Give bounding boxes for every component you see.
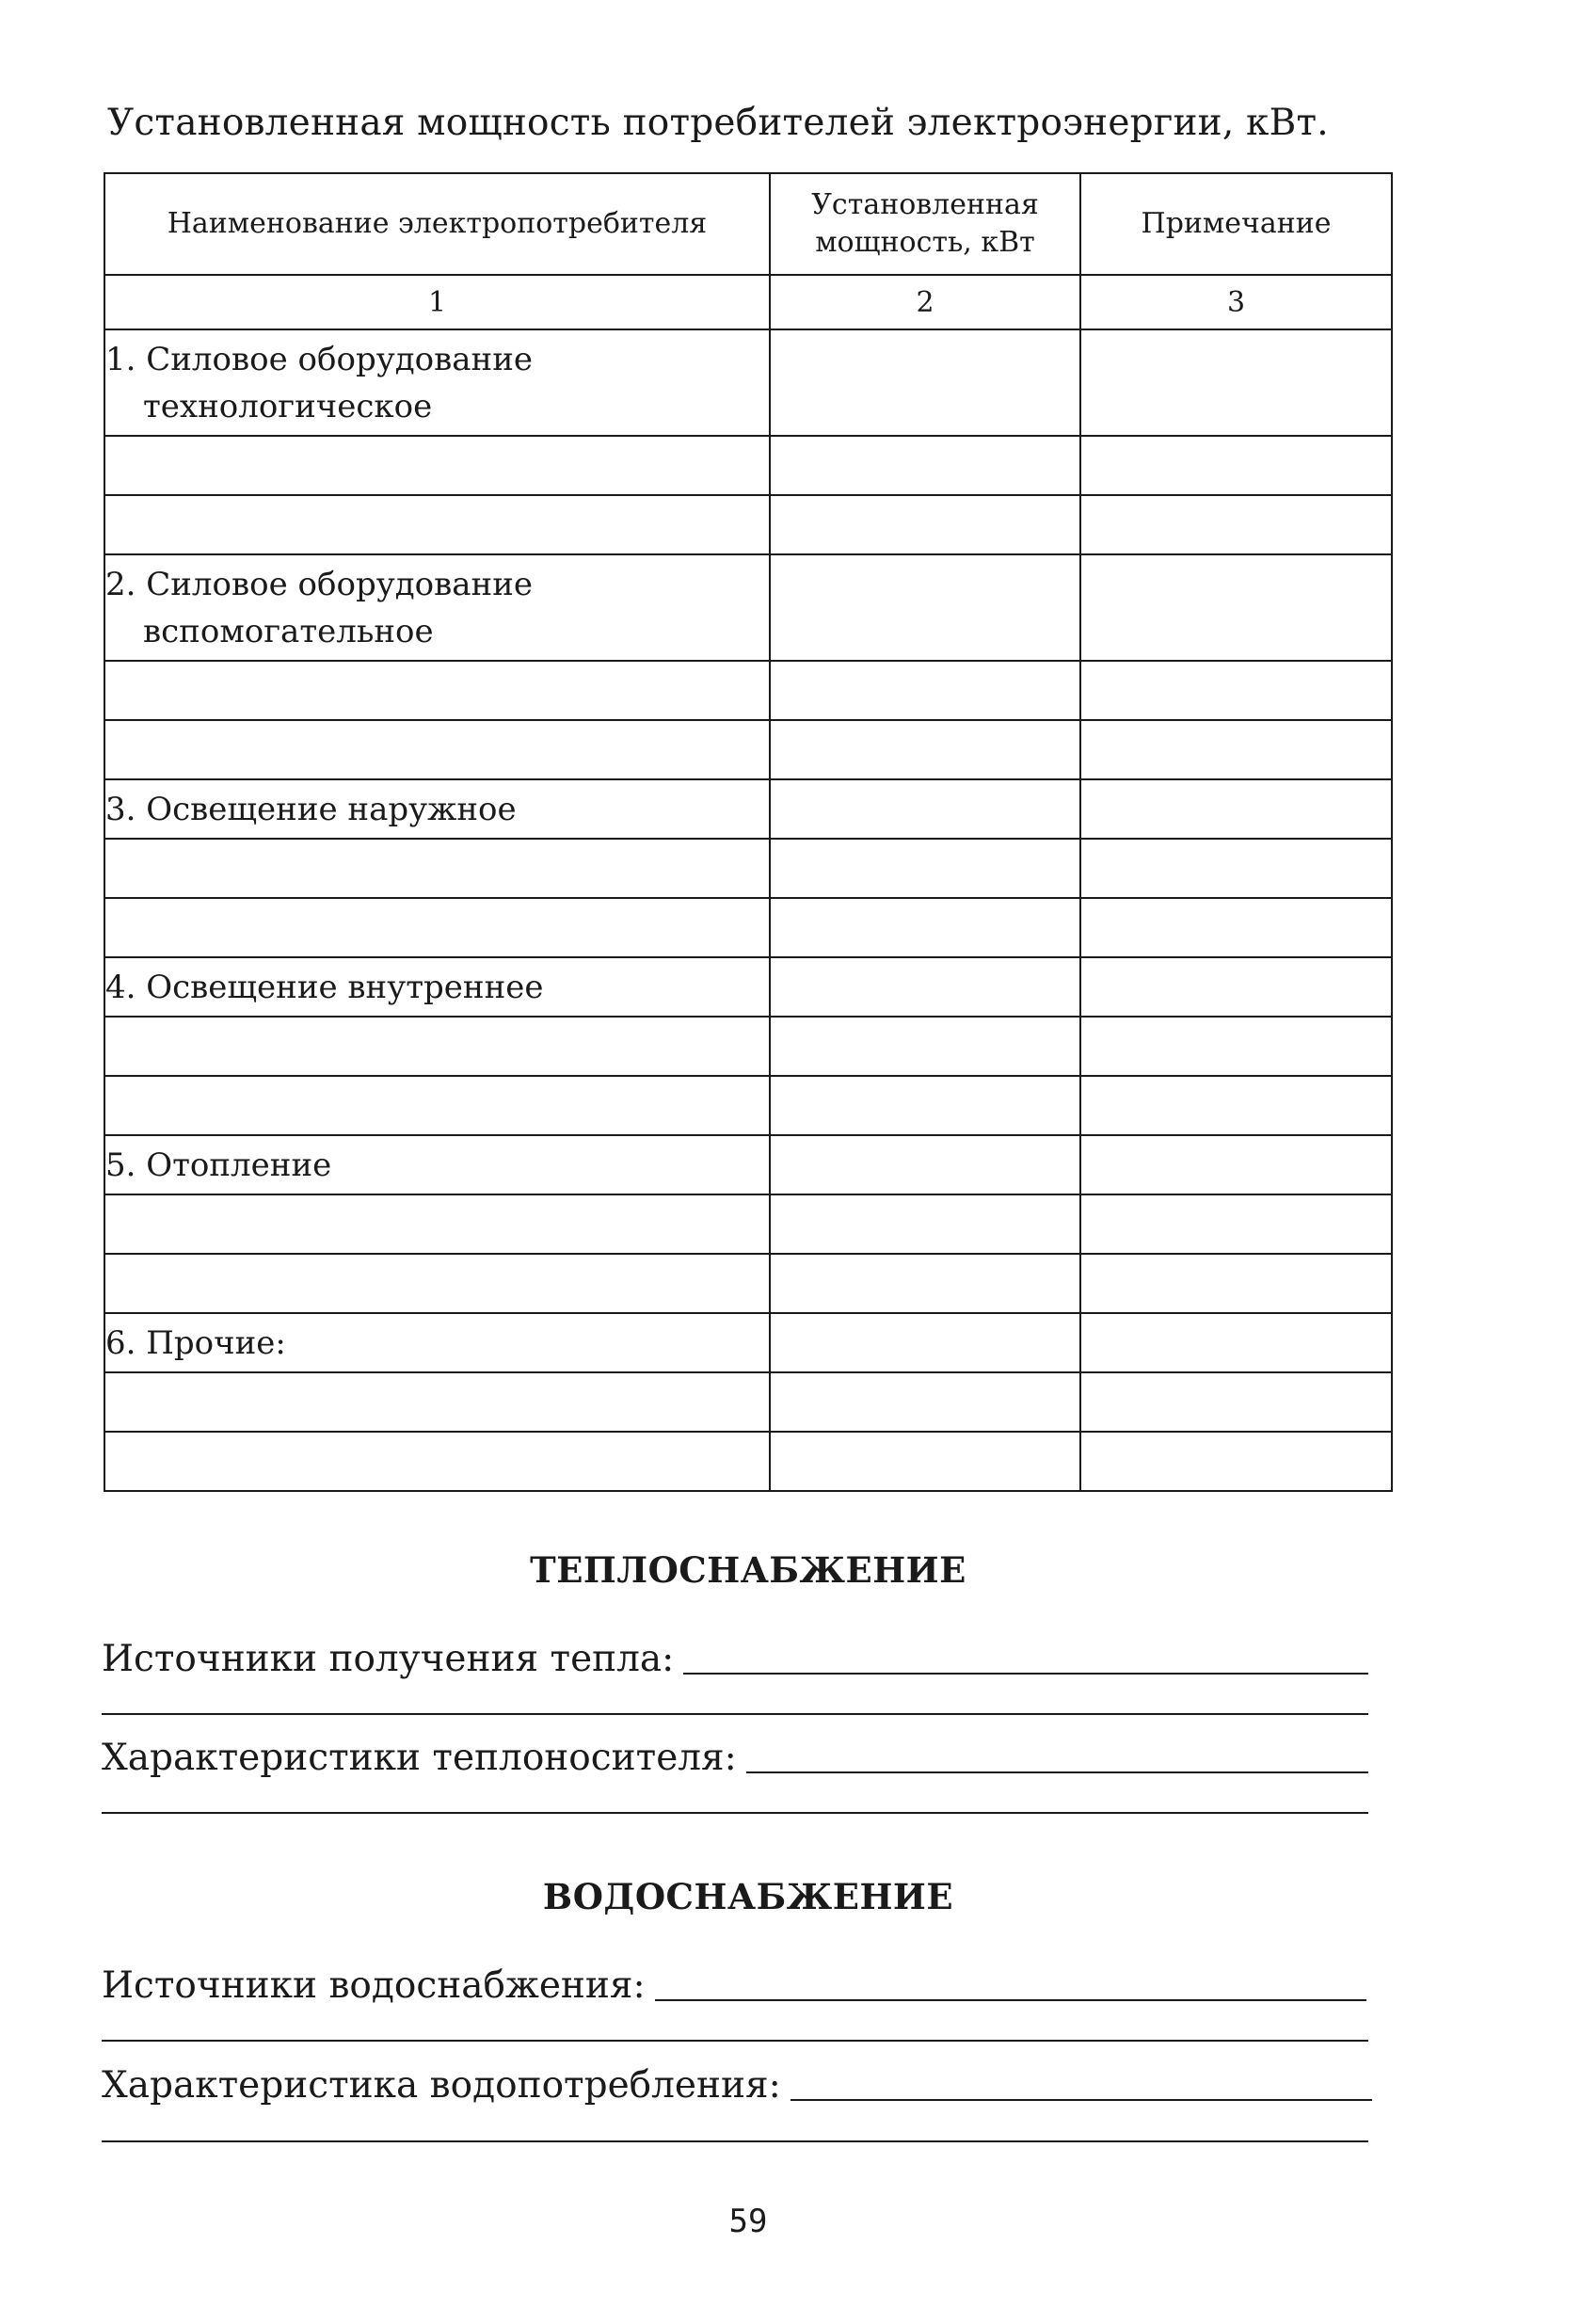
table-row-blank (104, 1017, 1392, 1076)
note-cell[interactable] (1080, 839, 1392, 898)
note-cell[interactable] (1080, 957, 1392, 1017)
power-consumers-table (104, 172, 1393, 1492)
note-cell[interactable] (1080, 898, 1392, 957)
power-cell[interactable] (770, 661, 1080, 720)
name-cell[interactable] (104, 1194, 770, 1254)
power-cell[interactable] (770, 1313, 1080, 1372)
category-name-cell (104, 329, 770, 436)
table-row-category (104, 554, 1392, 661)
table-row-category (104, 957, 1392, 1017)
table-row-blank (104, 898, 1392, 957)
heat-supply-title: ТЕПЛОСНАБЖЕНИЕ (530, 1549, 966, 1591)
table-row-blank (104, 661, 1392, 720)
table-row-category (104, 1135, 1392, 1194)
note-cell[interactable] (1080, 1017, 1392, 1076)
power-cell[interactable] (770, 495, 1080, 554)
note-cell[interactable] (1080, 1372, 1392, 1432)
power-cell[interactable] (770, 720, 1080, 779)
table-row-category (104, 779, 1392, 839)
category-name-line2: вспомогательное (143, 612, 434, 650)
note-cell[interactable] (1080, 1076, 1392, 1135)
note-cell[interactable] (1080, 1254, 1392, 1313)
name-cell[interactable] (104, 661, 770, 720)
note-cell[interactable] (1080, 1135, 1392, 1194)
power-cell[interactable] (770, 839, 1080, 898)
name-cell[interactable] (104, 495, 770, 554)
table-row-blank (104, 1372, 1392, 1432)
power-cell[interactable] (770, 1194, 1080, 1254)
column-number-row (104, 275, 1392, 329)
table-row-blank (104, 1076, 1392, 1135)
power-cell[interactable] (770, 1076, 1080, 1135)
column-header-power (770, 173, 1080, 275)
water-sources-blank[interactable] (655, 1999, 1366, 2001)
category-name-cell: 5. Отопление (104, 1135, 770, 1194)
category-name-line2: технологическое (143, 387, 433, 425)
name-cell[interactable] (104, 1372, 770, 1432)
column-header-name: Наименование электропотребителя (104, 173, 770, 275)
heat-sources-label: Источники получения тепла: (102, 1638, 675, 1680)
heat-sources-field (102, 1633, 1368, 1680)
category-name-cell: 3. Освещение наружное (104, 779, 770, 839)
column-number-3: 3 (1080, 275, 1392, 329)
power-cell[interactable] (770, 1017, 1080, 1076)
power-cell[interactable] (770, 1372, 1080, 1432)
name-cell[interactable] (104, 839, 770, 898)
table-header-row (104, 173, 1392, 275)
power-cell[interactable] (770, 1432, 1080, 1491)
water-sources-field (102, 1960, 1366, 2007)
note-cell[interactable] (1080, 436, 1392, 495)
heat-carrier-field (102, 1732, 1368, 1779)
note-cell[interactable] (1080, 661, 1392, 720)
category-name-line1: 1. Силовое оборудование (105, 340, 533, 378)
note-cell[interactable] (1080, 495, 1392, 554)
note-cell[interactable] (1080, 1313, 1392, 1372)
heat-carrier-blank[interactable] (746, 1771, 1368, 1773)
heat-carrier-label: Характеристики теплоносителя: (102, 1737, 737, 1779)
table-row-blank (104, 436, 1392, 495)
water-sources-label: Источники водоснабжения: (102, 1964, 646, 2007)
power-cell[interactable] (770, 1135, 1080, 1194)
water-consumption-blank[interactable] (790, 2099, 1372, 2101)
note-cell[interactable] (1080, 554, 1392, 661)
category-name-cell: 6. Прочие: (104, 1313, 770, 1372)
note-cell[interactable] (1080, 1194, 1392, 1254)
name-cell[interactable] (104, 720, 770, 779)
power-cell[interactable] (770, 779, 1080, 839)
table-row-category (104, 329, 1392, 436)
note-cell[interactable] (1080, 720, 1392, 779)
category-name-line1: 2. Силовое оборудование (105, 565, 533, 603)
table-row-blank (104, 1254, 1392, 1313)
category-name-cell: 4. Освещение внутреннее (104, 957, 770, 1017)
column-number-2: 2 (770, 275, 1080, 329)
name-cell[interactable] (104, 898, 770, 957)
table-row-blank (104, 495, 1392, 554)
table-row-blank (104, 1194, 1392, 1254)
heat-sources-blank[interactable] (683, 1673, 1368, 1675)
column-header-power-text: Установленная мощность, кВт (811, 188, 1039, 259)
name-cell[interactable] (104, 1432, 770, 1491)
note-cell[interactable] (1080, 779, 1392, 839)
water-sources-continuation-line[interactable] (102, 2040, 1368, 2042)
column-number-1: 1 (104, 275, 770, 329)
water-consumption-label: Характеристика водопотребления: (102, 2064, 781, 2107)
power-cell[interactable] (770, 554, 1080, 661)
heat-sources-continuation-line[interactable] (102, 1713, 1368, 1715)
page-heading: Установленная мощность потребителей электроэнергии, кВт. (107, 102, 1329, 144)
power-cell[interactable] (770, 329, 1080, 436)
table-row-blank (104, 720, 1392, 779)
name-cell[interactable] (104, 436, 770, 495)
table-row-blank (104, 839, 1392, 898)
page-number: 59 (728, 2203, 768, 2240)
power-cell[interactable] (770, 1254, 1080, 1313)
name-cell[interactable] (104, 1254, 770, 1313)
power-cell[interactable] (770, 436, 1080, 495)
water-consumption-field (102, 2060, 1372, 2107)
name-cell[interactable] (104, 1017, 770, 1076)
table-row-category (104, 1313, 1392, 1372)
table-row-blank (104, 1432, 1392, 1491)
heat-carrier-continuation-line[interactable] (102, 1812, 1368, 1814)
water-consumption-continuation-line[interactable] (102, 2140, 1368, 2142)
note-cell[interactable] (1080, 1432, 1392, 1491)
water-supply-title: ВОДОСНАБЖЕНИЕ (542, 1876, 954, 1917)
name-cell[interactable] (104, 1076, 770, 1135)
note-cell[interactable] (1080, 329, 1392, 436)
power-cell[interactable] (770, 898, 1080, 957)
category-name-cell (104, 554, 770, 661)
power-cell[interactable] (770, 957, 1080, 1017)
column-header-note: Примечание (1080, 173, 1392, 275)
